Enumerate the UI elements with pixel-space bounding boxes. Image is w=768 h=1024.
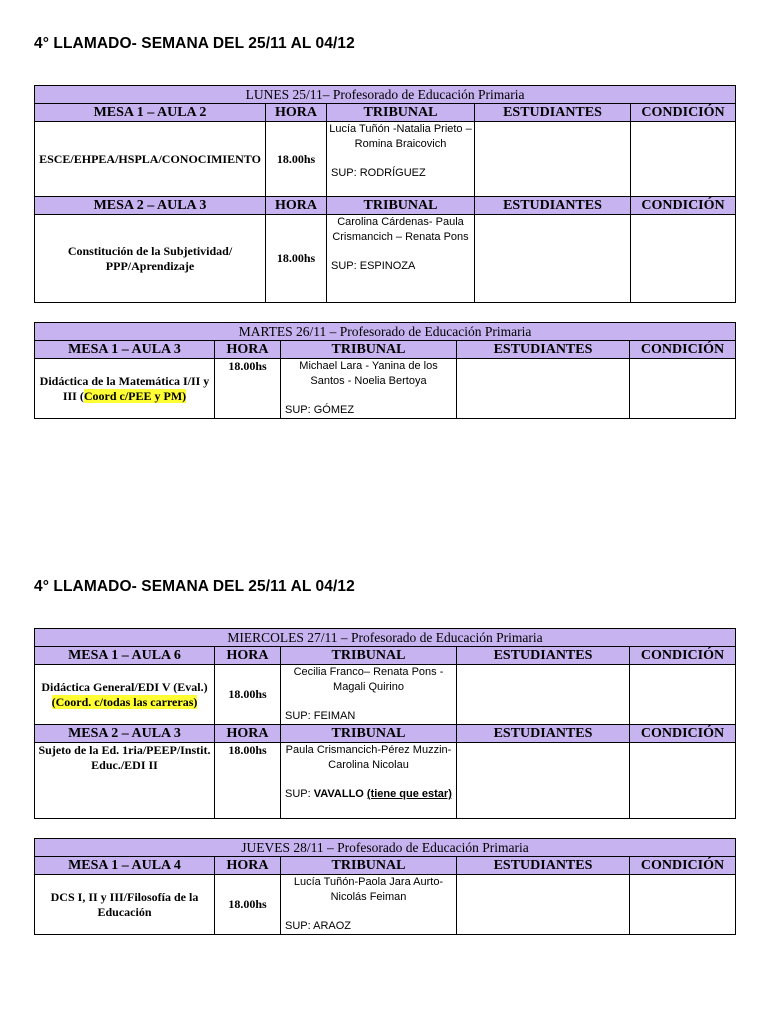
condicion-cell xyxy=(631,122,736,197)
supervisor-name: VAVALLO xyxy=(313,788,364,800)
column-header-hora: HORA xyxy=(215,725,281,743)
column-header-estudiantes: ESTUDIANTES xyxy=(457,857,630,875)
supervisor: SUP: ARAOZ xyxy=(285,920,352,932)
hora-cell: 18.00hs xyxy=(266,122,327,197)
tribunal-cell xyxy=(281,875,457,935)
column-header-tribunal: TRIBUNAL xyxy=(281,341,457,359)
martes-table xyxy=(34,322,736,419)
subject-cell: Constitución de la Subjetividad/ PPP/Aprendizaje xyxy=(35,215,266,303)
subject-cell: DCS I, II y III/Filosofía de la Educación xyxy=(35,875,215,935)
tribunal-members: Cecilia Franco– Renata Pons -Magali Quirino xyxy=(293,666,444,693)
tribunal-cell xyxy=(281,665,457,725)
estudiantes-cell xyxy=(475,215,631,303)
column-header-condicion: CONDICIÓN xyxy=(630,725,736,743)
tribunal-members: Carolina Cárdenas- Paula Crismancich – Renata Pons xyxy=(332,216,469,243)
column-header-estudiantes: ESTUDIANTES xyxy=(475,104,631,122)
lunes-table xyxy=(34,85,736,303)
mesa-label: MESA 2 – AULA 3 xyxy=(35,725,215,743)
miercoles-table xyxy=(34,628,736,819)
lunes-title: LUNES 25/11– Profesorado de Educación Primaria xyxy=(35,86,736,104)
jueves-table xyxy=(34,838,736,935)
jueves-title: JUEVES 28/11 – Profesorado de Educación Primaria xyxy=(35,839,736,857)
column-header-tribunal: TRIBUNAL xyxy=(281,857,457,875)
estudiantes-cell xyxy=(457,359,630,419)
tribunal-cell xyxy=(327,215,475,303)
tribunal-members: Lucía Tuñón -Natalia Prieto – Romina Braicovich xyxy=(329,123,472,150)
mesa-label: MESA 1 – AULA 3 xyxy=(35,341,215,359)
subject-cell: Sujeto de la Ed. 1ria/PEEP/Instit. Educ./EDI II xyxy=(35,743,215,819)
condicion-cell xyxy=(630,665,736,725)
column-header-hora: HORA xyxy=(215,341,281,359)
hora-cell: 18.00hs xyxy=(215,665,281,725)
column-header-tribunal: TRIBUNAL xyxy=(281,647,457,665)
column-header-hora: HORA xyxy=(215,857,281,875)
hora-cell: 18.00hs xyxy=(215,875,281,935)
supervisor: SUP: ESPINOZA xyxy=(331,260,416,272)
condicion-cell xyxy=(631,215,736,303)
column-header-condicion: CONDICIÓN xyxy=(631,104,736,122)
column-header-condicion: CONDICIÓN xyxy=(631,197,736,215)
supervisor: SUP: FEIMAN xyxy=(285,710,356,722)
martes-title: MARTES 26/11 – Profesorado de Educación Primaria xyxy=(35,323,736,341)
page-heading-1: 4° LLAMADO- SEMANA DEL 25/11 AL 04/12 xyxy=(34,35,355,52)
column-header-hora: HORA xyxy=(266,104,327,122)
estudiantes-cell xyxy=(457,743,630,819)
estudiantes-cell xyxy=(457,875,630,935)
tribunal-cell xyxy=(327,122,475,197)
column-header-hora: HORA xyxy=(266,197,327,215)
coordination-note: Coord c/PEE y PM) xyxy=(83,388,187,403)
subject-text: Didáctica de la Matemática I/II y III ( xyxy=(39,373,210,403)
hora-cell: 18.00hs xyxy=(266,215,327,303)
column-header-tribunal: TRIBUNAL xyxy=(327,104,475,122)
column-header-estudiantes: ESTUDIANTES xyxy=(457,725,630,743)
hora-cell: 18.00hs xyxy=(215,359,281,419)
subject-cell xyxy=(35,359,215,419)
miercoles-title: MIERCOLES 27/11 – Profesorado de Educación Primaria xyxy=(35,629,736,647)
coordination-note: (Coord. c/todas las carreras) xyxy=(51,694,198,709)
column-header-condicion: CONDICIÓN xyxy=(630,647,736,665)
tribunal-members: Paula Crismancich-Pérez Muzzin-Carolina Nicolau xyxy=(285,744,452,771)
condicion-cell xyxy=(630,875,736,935)
supervisor xyxy=(283,787,454,802)
supervisor: SUP: GÓMEZ xyxy=(285,404,355,416)
estudiantes-cell xyxy=(457,665,630,725)
column-header-estudiantes: ESTUDIANTES xyxy=(457,647,630,665)
column-header-condicion: CONDICIÓN xyxy=(630,857,736,875)
tribunal-members: Michael Lara - Yanina de los Santos - Noelia Bertoya xyxy=(299,360,438,387)
column-header-condicion: CONDICIÓN xyxy=(630,341,736,359)
column-header-hora: HORA xyxy=(215,647,281,665)
mesa-label: MESA 1 – AULA 2 xyxy=(35,104,266,122)
page-heading-2: 4° LLAMADO- SEMANA DEL 25/11 AL 04/12 xyxy=(34,578,355,595)
column-header-tribunal: TRIBUNAL xyxy=(327,197,475,215)
condicion-cell xyxy=(630,359,736,419)
hora-cell: 18.00hs xyxy=(215,743,281,819)
tribunal-members: Lucía Tuñón-Paola Jara Aurto-Nicolás Feiman xyxy=(293,876,444,903)
column-header-estudiantes: ESTUDIANTES xyxy=(475,197,631,215)
tribunal-cell xyxy=(281,359,457,419)
supervisor-prefix: SUP: xyxy=(285,788,314,800)
subject-cell xyxy=(35,665,215,725)
mesa-label: MESA 2 – AULA 3 xyxy=(35,197,266,215)
column-header-tribunal: TRIBUNAL xyxy=(281,725,457,743)
mesa-label: MESA 1 – AULA 4 xyxy=(35,857,215,875)
subject-text: Didáctica General/EDI V (Eval.) xyxy=(41,679,208,694)
tribunal-cell xyxy=(281,743,457,819)
column-header-estudiantes: ESTUDIANTES xyxy=(457,341,630,359)
mesa-label: MESA 1 – AULA 6 xyxy=(35,647,215,665)
subject-cell: ESCE/EHPEA/HSPLA/CONOCIMIENTO xyxy=(35,122,266,197)
condicion-cell xyxy=(630,743,736,819)
supervisor-note: (tiene que estar) xyxy=(366,788,452,800)
supervisor: SUP: RODRÍGUEZ xyxy=(331,167,426,179)
estudiantes-cell xyxy=(475,122,631,197)
